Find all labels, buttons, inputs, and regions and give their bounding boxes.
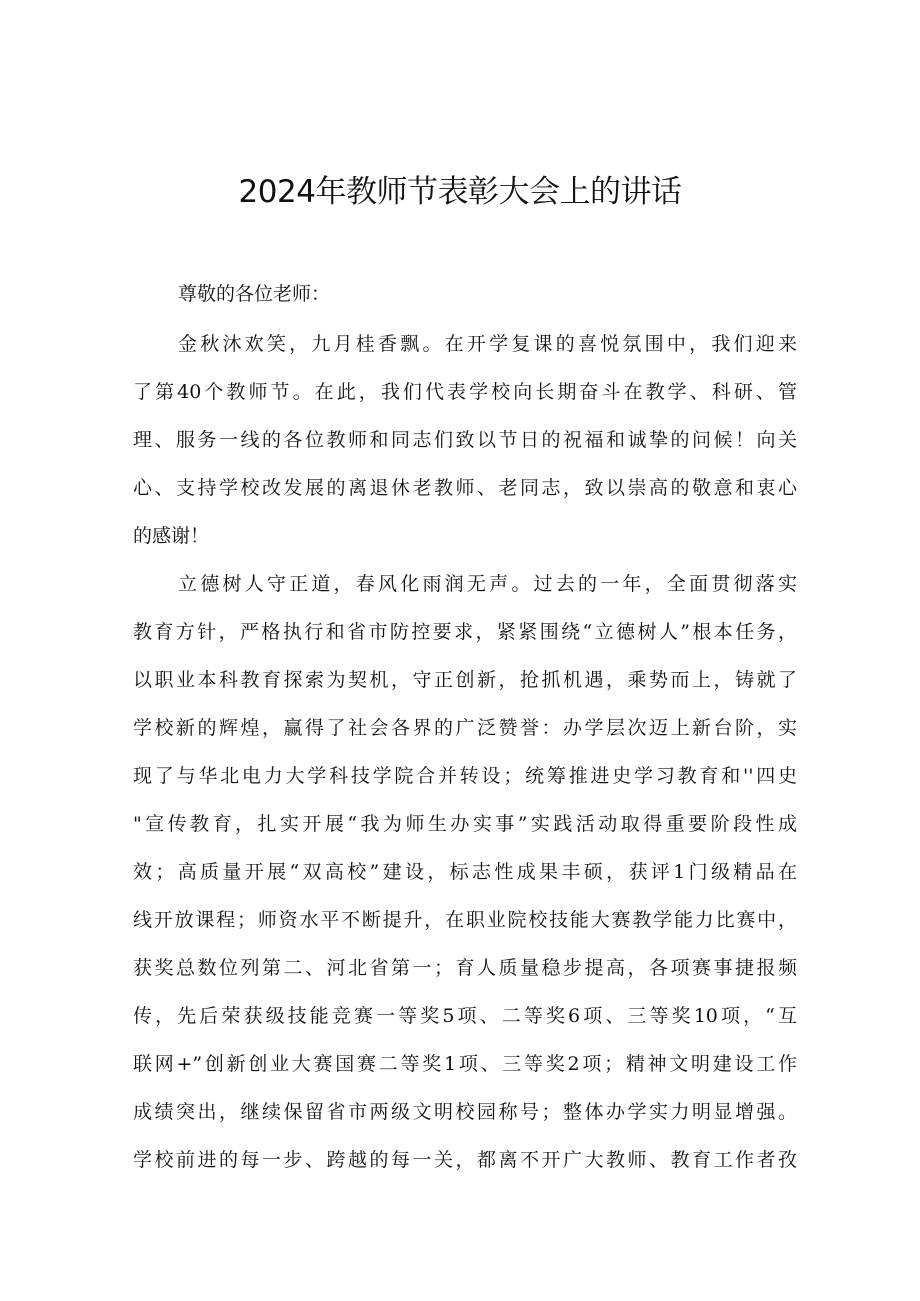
paragraph-1-line-5: 的感谢！ xyxy=(133,525,210,547)
paragraph-2-line-9: 获奖总数位列第二、河北省第一；育人质量稳步提高，各项赛事捷报频 xyxy=(133,957,797,979)
salutation: 尊敬的各位老师： xyxy=(178,283,331,305)
paragraph-2-line-10: 传，先后荣获级技能竞赛一等奖5项、二等奖6项、三等奖10项，“互 xyxy=(133,1005,797,1027)
paragraph-2-line-1: 立德树人守正道，春风化雨润无声。过去的一年，全面贯彻落实 xyxy=(178,573,797,595)
document-title: 2024年教师节表彰大会上的讲话 xyxy=(238,174,682,210)
paragraph-1-line-4: 心、支持学校改发展的离退休老教师、老同志，致以崇高的敬意和衷心 xyxy=(133,477,797,499)
paragraph-2-line-4: 学校新的辉煌，赢得了社会各界的广泛赞誉：办学层次迈上新台阶，实 xyxy=(133,717,797,739)
paragraph-2-line-7: 效；高质量开展“双高校”建设，标志性成果丰硕，获评1门级精品在 xyxy=(133,861,797,883)
paragraph-2-line-8: 线开放课程；师资水平不断提升，在职业院校技能大赛教学能力比赛中， xyxy=(133,909,797,931)
paragraph-2-line-12: 成绩突出，继续保留省市两级文明校园称号；整体办学实力明显增强。 xyxy=(133,1101,797,1123)
paragraph-2-line-5: 现了与华北电力大学科技学院合并转设；统筹推进史学习教育和''四史 xyxy=(133,765,797,787)
paragraph-2-line-6: "宣传教育，扎实开展“我为师生办实事”实践活动取得重要阶段性成 xyxy=(133,813,797,835)
paragraph-2-line-3: 以职业本科教育探索为契机，守正创新，抢抓机遇，乘势而上，铸就了 xyxy=(133,669,797,691)
paragraph-1-line-1: 金秋沐欢笑，九月桂香飘。在开学复课的喜悦氛围中，我们迎来 xyxy=(178,333,797,355)
paragraph-2-line-11: 联网+”创新创业大赛国赛二等奖1项、三等奖2项；精神文明建设工作 xyxy=(133,1053,797,1075)
paragraph-1-line-2: 了第40个教师节。在此，我们代表学校向长期奋斗在教学、科研、管 xyxy=(133,381,797,403)
paragraph-2-line-2: 教育方针，严格执行和省市防控要求，紧紧围绕“立德树人”根本任务， xyxy=(133,621,797,643)
paragraph-1-line-3: 理、服务一线的各位教师和同志们致以节日的祝福和诚挚的问候！向关 xyxy=(133,429,797,451)
paragraph-2-line-13: 学校前进的每一步、跨越的每一关，都离不开广大教师、教育工作者孜 xyxy=(133,1149,797,1171)
